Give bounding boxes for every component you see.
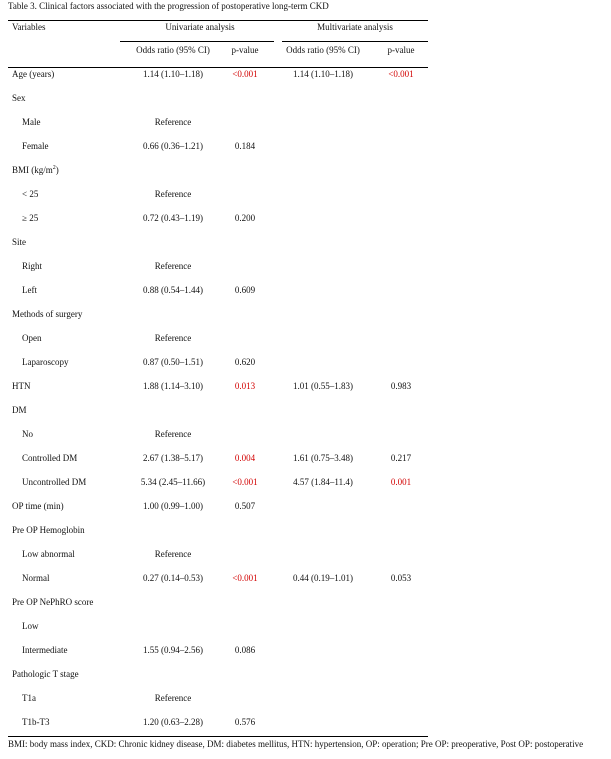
row-label: OP time (min) (12, 501, 64, 511)
cell-uni-p: 0.609 (234, 285, 256, 295)
cell-uni-p: 0.184 (234, 141, 256, 151)
cell-uni-p: 0.004 (234, 453, 256, 463)
cell-uni-p: 0.576 (234, 717, 256, 727)
cell-uni-or: Reference (154, 549, 192, 559)
row-label: Female (22, 141, 49, 151)
header-variables: Variables (12, 22, 46, 32)
cell-uni-or: 1.00 (0.99–1.00) (143, 501, 203, 511)
cell-multi-or: 0.44 (0.19–1.01) (293, 573, 353, 583)
cell-uni-p: 0.200 (234, 213, 256, 223)
cell-multi-or: 1.61 (0.75–3.48) (293, 453, 353, 463)
cell-uni-or: Reference (154, 189, 192, 199)
row-label: Uncontrolled DM (22, 477, 87, 487)
row-label: Male (22, 117, 41, 127)
cell-uni-or: 1.20 (0.63–2.28) (143, 717, 203, 727)
cell-uni-p: 0.620 (234, 357, 256, 367)
row-label: No (22, 429, 33, 439)
row-label: Intermediate (22, 645, 68, 655)
header-multi-p-value: p-value (387, 45, 415, 55)
cell-multi-p: 0.983 (390, 381, 412, 391)
cell-multi-or: 4.57 (1.84–11.4) (293, 477, 353, 487)
row-label: Methods of surgery (12, 309, 83, 319)
cell-uni-p: 0.086 (234, 645, 256, 655)
row-label: Low (22, 621, 39, 631)
row-label-superscript: 2 (52, 165, 56, 171)
row-label: Normal (22, 573, 50, 583)
row-label: BMI $(kg/m^2)$ (12, 165, 59, 175)
cell-uni-or: 0.88 (0.54–1.44) (143, 285, 203, 295)
row-label: Controlled DM (22, 453, 78, 463)
cell-uni-or: 5.34 (2.45–11.66) (140, 477, 206, 487)
row-label: Age (years) (12, 69, 55, 79)
cell-multi-or: 1.14 (1.10–1.18) (293, 69, 353, 79)
header-rule (8, 67, 428, 68)
univariate-underline (120, 41, 274, 42)
header-uni-p-value: p-value (231, 45, 259, 55)
bottom-rule (8, 736, 428, 737)
cell-multi-p: 0.217 (390, 453, 412, 463)
cell-uni-p: <0.001 (232, 573, 258, 583)
table-caption: Table 3. Clinical factors associated with the progression of postoperative long-term CKD (8, 1, 329, 11)
row-label-suffix: ) (55, 165, 59, 175)
header-uni-odds-ratio: Odds ratio (95% CI) (136, 45, 210, 55)
row-label: Open (22, 333, 42, 343)
cell-uni-or: Reference (154, 429, 192, 439)
cell-multi-p: <0.001 (388, 69, 414, 79)
cell-uni-p: <0.001 (232, 477, 258, 487)
row-label: HTN (12, 381, 31, 391)
cell-uni-p: <0.001 (232, 69, 258, 79)
cell-uni-or: 0.27 (0.14–0.53) (143, 573, 203, 583)
row-label: Pre OP NePhRO score (12, 597, 94, 607)
cell-multi-p: 0.001 (390, 477, 412, 487)
cell-uni-or: Reference (154, 333, 192, 343)
row-label: Pre OP Hemoglobin (12, 525, 85, 535)
row-label: T1a (22, 693, 36, 703)
row-label: T1b-T3 (22, 717, 50, 727)
top-rule (8, 20, 428, 21)
row-label: Left (22, 285, 37, 295)
cell-uni-or: 1.14 (1.10–1.18) (143, 69, 203, 79)
table-footnote: BMI: body mass index, CKD: Chronic kidney disease, DM: diabetes mellitus, HTN: hypertension, OP: operation; Pre OP: preoperative, Post OP: postoperative (8, 739, 584, 749)
cell-uni-or: 1.55 (0.94–2.56) (143, 645, 203, 655)
row-label: Low abnormal (22, 549, 75, 559)
row-label: Laparoscopy (22, 357, 69, 367)
cell-uni-p: 0.507 (234, 501, 256, 511)
header-univariate: Univariate analysis (165, 22, 235, 32)
multivariate-underline (282, 41, 428, 42)
row-label: Site (12, 237, 27, 247)
cell-uni-or: Reference (154, 117, 192, 127)
cell-uni-or: Reference (154, 261, 192, 271)
row-label: ≥ 25 (22, 213, 39, 223)
cell-uni-p: 0.013 (234, 381, 256, 391)
header-multivariate: Multivariate analysis (317, 22, 393, 32)
cell-uni-or: 0.66 (0.36–1.21) (143, 141, 203, 151)
header-multi-odds-ratio: Odds ratio (95% CI) (286, 45, 360, 55)
row-label: DM (12, 405, 27, 415)
row-label: Sex (12, 93, 26, 103)
cell-uni-or: 1.88 (1.14–3.10) (143, 381, 203, 391)
row-label: < 25 (22, 189, 39, 199)
cell-uni-or: 2.67 (1.38–5.17) (143, 453, 203, 463)
row-label: Pathologic T stage (12, 669, 79, 679)
cell-multi-or: 1.01 (0.55–1.83) (293, 381, 353, 391)
cell-uni-or: Reference (154, 693, 192, 703)
cell-multi-p: 0.053 (390, 573, 412, 583)
cell-uni-or: 0.87 (0.50–1.51) (143, 357, 203, 367)
row-label: Right (22, 261, 43, 271)
cell-uni-or: 0.72 (0.43–1.19) (143, 213, 203, 223)
